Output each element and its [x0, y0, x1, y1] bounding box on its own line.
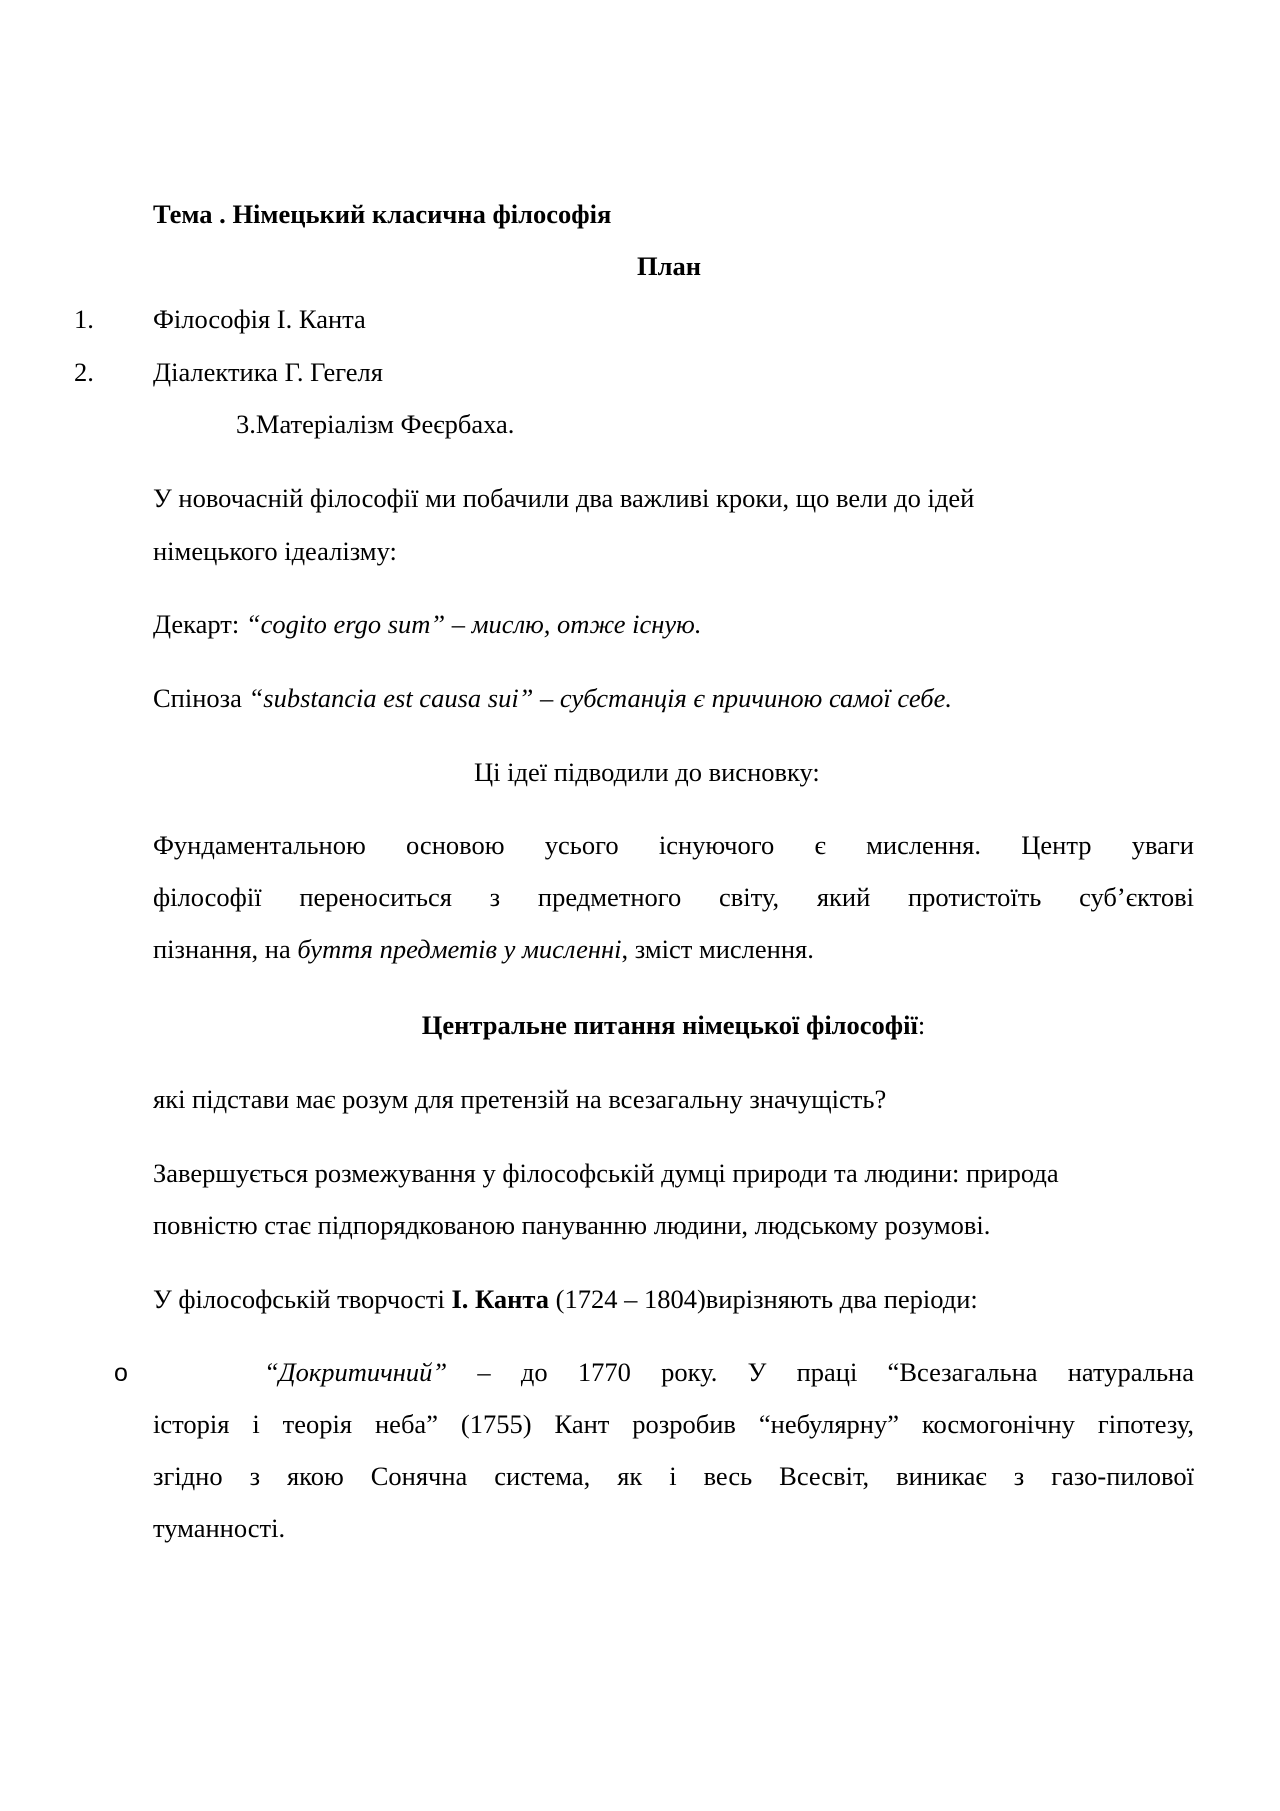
paragraph-line: [153, 923, 1194, 975]
spinoza-quote: [153, 682, 952, 714]
descartes-translation: – мислю, отже існую.: [445, 609, 702, 639]
plan-item-number: 1.: [74, 304, 94, 334]
descartes-latin: “cogito ergo sum”: [245, 609, 446, 639]
spinoza-latin: “substancia est causa sui”: [248, 683, 534, 713]
kant-name: І. Канта: [451, 1284, 549, 1314]
plan-item: Філософія І. Канта: [153, 304, 366, 334]
plan-heading: План: [637, 251, 701, 281]
central-question-text: які підстави має розум для претензій на всезагальну значущість?: [153, 1084, 887, 1114]
paragraph-line: історія і теорія неба” (1755) Кант розробив “небулярну” космогонічну гіпотезу,: [153, 1409, 1194, 1439]
topic-title: [153, 198, 611, 230]
descartes-name: Декарт:: [153, 609, 246, 639]
topic-text: Німецький класична філософія: [232, 199, 612, 229]
precritical-paragraph: [153, 1346, 1194, 1554]
paragraph-line: [153, 1346, 1194, 1398]
paragraph-line: туманності.: [153, 1513, 286, 1543]
intro-line: У новочасній філософії ми побачили два важливі кроки, що вели до ідей: [153, 483, 975, 513]
paragraph-text: пізнання, на: [153, 934, 298, 964]
plan-item: Діалектика Г. Гегеля: [153, 357, 383, 387]
topic-prefix: Тема .: [153, 199, 233, 229]
spinoza-name: Спіноза: [153, 683, 249, 713]
paragraph-line: філософії переноситься з предметного світу, який протистоїть суб’єктові: [153, 882, 1194, 912]
kant-periods-end: (1724 – 1804)вирізняють два періоди:: [549, 1284, 978, 1314]
paragraph-italic-text: буття предметів у мисленні: [297, 934, 622, 964]
descartes-quote: [153, 608, 701, 640]
intro-line: німецького ідеалізму:: [153, 536, 397, 566]
separation-line: Завершується розмежування у філософській думці природи та людини: природа: [153, 1158, 1059, 1188]
paragraph-text: , зміст мислення.: [621, 934, 814, 964]
bullet-marker: o: [114, 1359, 128, 1387]
paragraph-line: згідно з якою Сонячна система, як і весь Всесвіт, виникає з газо-пилової: [153, 1461, 1194, 1491]
precritical-term: “Докритичний”: [264, 1357, 448, 1387]
plan-item: 3.Матеріалізм Феєрбаха.: [236, 409, 515, 439]
spinoza-translation: – субстанція є причиною самої себе.: [533, 683, 952, 713]
kant-periods: [153, 1283, 978, 1315]
central-question-heading: [153, 1009, 1194, 1041]
central-question-title: Центральне питання німецької філософії: [421, 1010, 918, 1040]
plan-item-number: 2.: [74, 357, 94, 387]
central-question-colon: :: [917, 1010, 926, 1040]
conclusion-lead: Ці ідеї підводили до висновку:: [474, 757, 820, 787]
kant-periods-start: У філософській творчості: [153, 1284, 452, 1314]
paragraph-text: – до 1770 року. У праці “Всезагальна натуральна: [447, 1357, 1194, 1387]
fundamental-paragraph: [153, 819, 1194, 975]
paragraph-line: Фундаментальною основою усього існуючого є мислення. Центр уваги: [153, 830, 1194, 860]
separation-line: повністю стає підпорядкованою пануванню людини, людському розумові.: [153, 1210, 991, 1240]
